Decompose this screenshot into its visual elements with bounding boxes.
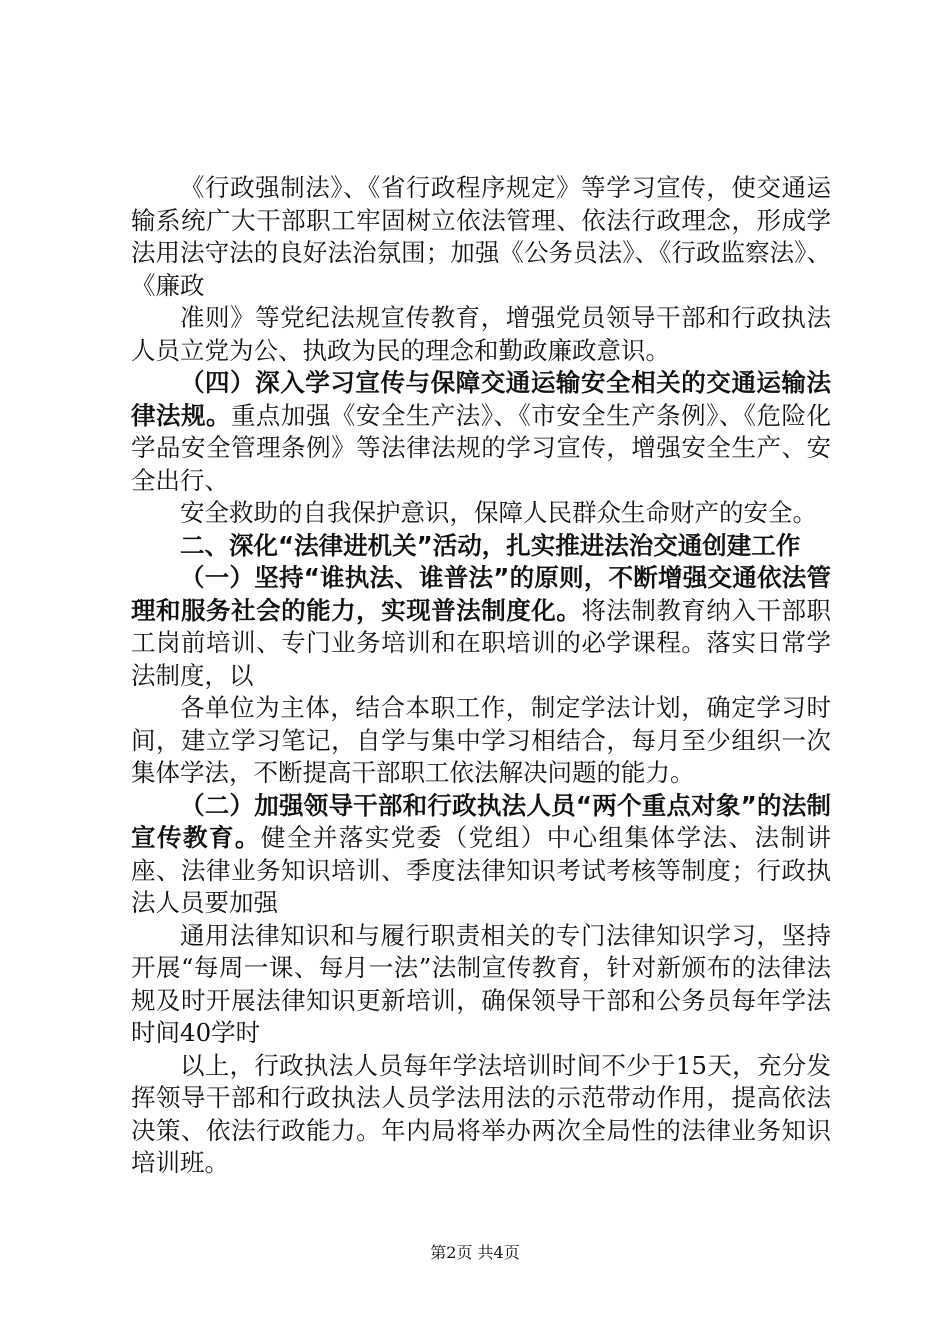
- paragraph-5: [131, 530, 831, 563]
- paragraph-10-text: 以上，行政执法人员每年学法培训时间不少于15天，充分发挥领导干部和行政执法人员学法用法的示范带动作用，提高依法决策、依法行政能力。年内局将举办两次全局性的法律业务知识培训班。: [131, 1050, 831, 1177]
- paragraph-1-text: 《行政强制法》、《省行政程序规定》等学习宣传，使交通运输系统广大干部职工牢固树立依法管理、依法行政理念，形成学法用法守法的良好法治氛围；加强《公务员法》、《行政监察法》、《廉政: [131, 173, 831, 300]
- paragraph-3: [131, 367, 831, 497]
- paragraph-9-text: 通用法律知识和与履行职责相关的专门法律知识学习，坚持开展“每周一课、每月一法”法制宣传教育，针对新颁布的法律法规及时开展法律知识更新培训，确保领导干部和公务员每年学法时间40学时: [131, 920, 831, 1047]
- paragraph-2: [131, 302, 831, 367]
- paragraph-6-text: 将法制教育纳入干部职工岗前培训、专门业务培训和在职培训的必学课程。落实日常学法制度，以: [131, 595, 832, 690]
- paragraph-3-text: 重点加强《安全生产法》、《市安全生产条例》、《危险化学品安全管理条例》等法律法规的学习宣传，增强安全生产、安全出行、: [131, 400, 832, 495]
- section-2-heading: （二）加强领导干部和行政执法人员“两个重点对象”的法制宣传教育。: [131, 790, 831, 852]
- paragraph-8-text: 健全并落实党委（党组）中心组集体学法、法制讲座、法律业务知识培训、季度法律知识考试考核等制度；行政执法人员要加强: [131, 823, 832, 917]
- paragraph-2-text: 准则》等党纪法规宣传教育，增强党员领导干部和行政执法人员立党为公、执政为民的理念和勤政廉政意识。: [131, 303, 831, 365]
- paragraph-4: [131, 497, 831, 530]
- paragraph-1: [131, 172, 831, 302]
- paragraph-9: [131, 920, 831, 1050]
- paragraph-8: [131, 790, 831, 920]
- chapter-2-heading: 二、深化“法律进机关”活动，扎实推进法治交通创建工作: [180, 530, 801, 560]
- paragraph-7: [131, 692, 831, 790]
- paragraph-6: [131, 562, 831, 692]
- page-footer: 第2页 共4页: [430, 1243, 520, 1262]
- paragraph-4-text: 安全救助的自我保护意识，保障人民群众生命财产的安全。: [180, 498, 817, 527]
- document-body: [131, 172, 831, 1180]
- paragraph-7-text: 各单位为主体，结合本职工作，制定学法计划，确定学习时间，建立学习笔记，自学与集中学习相结合，每月至少组织一次集体学法，不断提高干部职工依法解决问题的能力。: [131, 693, 831, 787]
- paragraph-10: [131, 1050, 831, 1180]
- section-4-heading: （四）深入学习宣传与保障交通运输安全相关的交通运输法律法规。: [131, 368, 831, 430]
- section-1-heading: （一）坚持“谁执法、谁普法”的原则，不断增强交通依法管理和服务社会的能力，实现普法制度化。: [131, 563, 831, 625]
